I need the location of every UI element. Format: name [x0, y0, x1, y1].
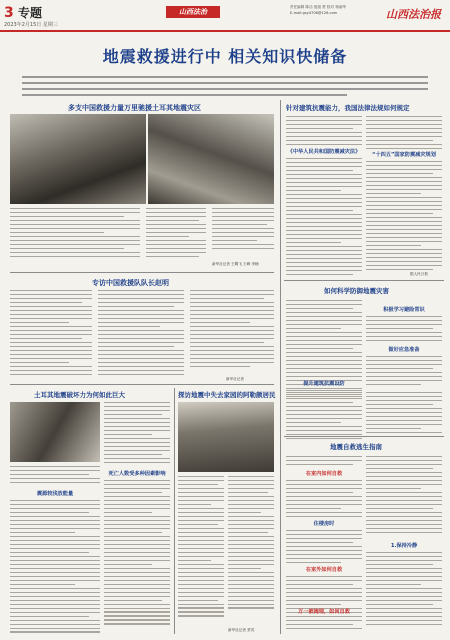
- article-column: [10, 500, 100, 635]
- section-title-damage: 土耳其地震破坏力为何如此巨大: [34, 391, 125, 399]
- article-column: [10, 466, 100, 486]
- subhead: 死亡人数受多种因素影响: [108, 471, 166, 477]
- page-number: 3 专题: [4, 5, 42, 21]
- newspaper-banner: 山西法治: [166, 6, 220, 18]
- subhead: 《中华人民共和国防震减灾法》: [287, 149, 361, 155]
- article-column: [190, 290, 274, 370]
- byline-network: 新华社记者 蔡英: [228, 628, 255, 632]
- editor-contact: [290, 4, 380, 16]
- article-column: [366, 356, 442, 388]
- byline-captain: 新华社记者: [226, 377, 244, 381]
- article-column: [286, 530, 362, 566]
- photo-aleppo: [178, 402, 274, 472]
- subhead: 万一被掩埋，如何自救: [298, 609, 350, 615]
- article-column: [366, 552, 442, 628]
- article-column: [212, 208, 274, 252]
- subhead: 住楼房时: [313, 521, 335, 527]
- lead-paragraph: [22, 72, 428, 100]
- byline-rescue: 新华社记者 王腾飞 王峰 李楠: [212, 262, 259, 266]
- article-column: [146, 208, 206, 260]
- photo-rescue-1: [10, 114, 146, 204]
- column-divider: [174, 388, 175, 634]
- article-column: [98, 290, 184, 378]
- article-column: [286, 390, 362, 442]
- subhead: 在室外如何自救: [305, 567, 343, 573]
- article-column: [366, 116, 442, 152]
- article-column: [104, 402, 170, 466]
- subhead: 在室内如何自救: [305, 471, 343, 477]
- section-title-captain: 专访中国救援队队长赵明: [92, 279, 169, 287]
- newspaper-brand: 山西法治报: [386, 8, 441, 21]
- page-headline: 地震救援进行中 相关知识快储备: [102, 47, 348, 66]
- section-title-rescue: 多支中国救援力量万里驰援土耳其地震灾区: [68, 104, 201, 112]
- article-column: [366, 392, 442, 436]
- article-column: [104, 480, 170, 627]
- subhead: 1.保持冷静: [390, 543, 418, 549]
- section-title-science: 如何科学防御地震灾害: [324, 287, 389, 295]
- page-date: 2023年2月15日 星期三: [4, 22, 58, 28]
- column-divider: [280, 100, 281, 634]
- photo-damage: [10, 402, 100, 462]
- subhead: 提升建筑抗震设防: [303, 381, 345, 387]
- header-rule: [0, 30, 450, 32]
- divider: [284, 436, 444, 437]
- photo-rescue-2: [148, 114, 274, 204]
- section-title-guide: 地震自救逃生指南: [330, 443, 382, 451]
- section-title-law: 针对建筑抗震能力，我国法律法规如何规定: [286, 104, 410, 112]
- byline-law: 据人民日报: [410, 272, 428, 276]
- article-column: [10, 290, 92, 378]
- divider: [10, 272, 274, 273]
- article-column: [286, 158, 362, 278]
- article-column: [178, 476, 224, 619]
- article-column: [286, 116, 362, 148]
- subhead: 做好应急准备: [388, 347, 420, 353]
- article-column: [228, 476, 274, 611]
- contact-line: E-mail:gsy4706@126.com: [290, 11, 338, 15]
- article-column: [366, 456, 442, 536]
- article-column: [366, 316, 442, 344]
- contact-line: 责任编辑 陈洁 组版 贾 校对 杨丽华: [290, 5, 347, 9]
- divider: [10, 384, 274, 385]
- article-column: [366, 161, 442, 273]
- article-column: [286, 480, 362, 520]
- section-title-network: 探访地震中失去家园的阿勒颇居民: [178, 391, 276, 399]
- divider: [284, 280, 444, 281]
- article-column: [286, 576, 362, 632]
- page-header: [0, 0, 450, 42]
- subhead: “十四五”国家防震减灾规划: [372, 152, 436, 158]
- subhead: 震源较浅放能量: [36, 491, 74, 497]
- article-column: [10, 208, 140, 260]
- article-column: [286, 456, 362, 468]
- subhead: 积极学习避险常识: [383, 307, 425, 313]
